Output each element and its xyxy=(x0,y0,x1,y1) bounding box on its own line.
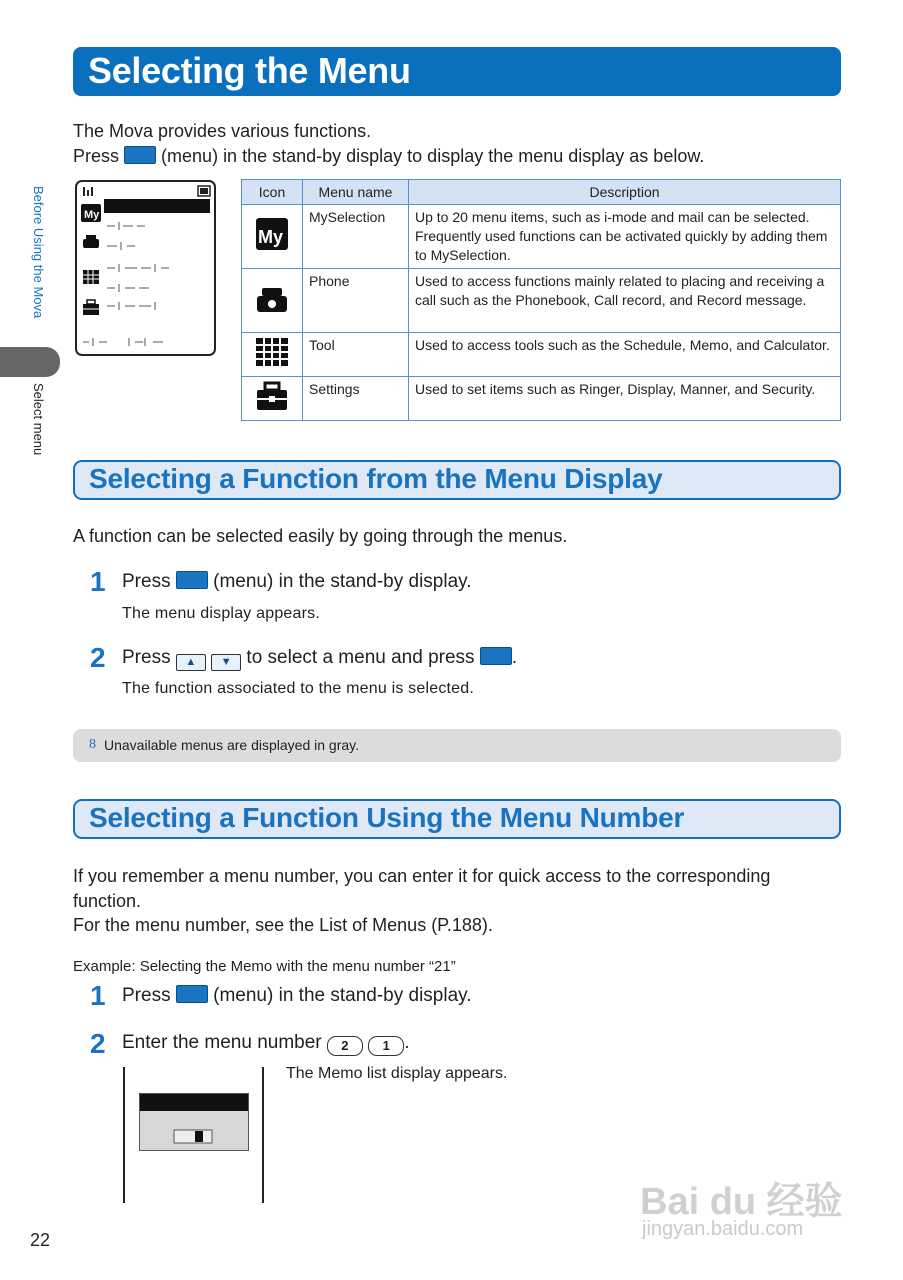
step1-menu-text: (menu) in the stand-by display. xyxy=(213,571,472,592)
step1-press-text: Press xyxy=(122,571,171,592)
table-header-description: Description xyxy=(409,180,841,205)
section2-example: Example: Selecting the Memo with the menu number “21” xyxy=(73,958,456,975)
menu-button-icon xyxy=(176,571,208,589)
table-icon-cell xyxy=(242,205,303,269)
intro-press-text: Press xyxy=(73,146,120,166)
memo-screen-entry xyxy=(174,1130,212,1143)
phone-frame-left-edge xyxy=(123,1067,125,1203)
phone-frame-right-edge xyxy=(262,1067,264,1203)
table-name-cell: MySelection xyxy=(303,205,409,269)
section2-intro-line-2: function. xyxy=(73,891,142,911)
menu-description-table xyxy=(241,179,841,421)
section2-intro-line-1: If you remember a menu number, you can enter it for quick access to the corresponding xyxy=(73,866,771,886)
intro-menu-text: (menu) in the stand-by display to display the menu display as below. xyxy=(161,146,705,166)
watermark-brand: Bai du 经验 xyxy=(640,1181,843,1223)
page-number: 22 xyxy=(30,1230,51,1250)
tool-menu-icon xyxy=(83,270,99,284)
key-1-icon: 1 xyxy=(368,1036,404,1056)
note-text: Unavailable menus are displayed in gray. xyxy=(104,737,359,753)
menu-button-icon xyxy=(480,647,512,665)
section1-heading: Selecting a Function from the Menu Display xyxy=(89,463,663,494)
section2-heading: Selecting a Function Using the Menu Number xyxy=(89,802,685,833)
table-row xyxy=(242,377,841,421)
step2-period: . xyxy=(511,647,518,668)
phone-menu-screen-illustration xyxy=(75,180,216,356)
s2-step2-enter-text: Enter the menu number xyxy=(122,1032,322,1053)
signal-icon xyxy=(83,187,93,196)
table-header-icon: Icon xyxy=(242,180,303,205)
my-selection-menu-icon xyxy=(81,204,101,222)
section1-step1-result: The menu display appears. xyxy=(122,605,320,622)
memo-screen-svg xyxy=(140,1094,248,1150)
up-arrow-icon: ▲ xyxy=(176,654,206,671)
watermark-url: jingyan.baidu.com xyxy=(642,1218,804,1240)
section2-intro-line-3: For the menu number, see the List of Menus (P.188). xyxy=(73,915,493,935)
settings-icon xyxy=(254,378,290,414)
step2-press-text: Press xyxy=(122,647,171,668)
section2-step2-text xyxy=(122,1032,409,1056)
page-title: Selecting the Menu xyxy=(88,50,411,91)
menu-button-icon xyxy=(124,146,156,164)
sidebar-section-label: Before Using the Mova xyxy=(31,186,46,319)
page-title-bar xyxy=(73,47,841,96)
section2-step2-number: 2 xyxy=(90,1028,106,1059)
section2-heading-bar xyxy=(73,799,841,839)
table-name-cell: Tool xyxy=(303,333,409,377)
battery-icon xyxy=(198,186,210,196)
step2-select-text: to select a menu and press xyxy=(246,647,475,668)
svg-text:My: My xyxy=(84,209,100,221)
section1-step1-number: 1 xyxy=(90,566,106,597)
section1-intro: A function can be selected easily by going through the menus. xyxy=(73,526,568,546)
table-row xyxy=(242,333,841,377)
table-desc-cell: Used to access tools such as the Schedule, Memo, and Calculator. xyxy=(409,333,841,377)
section2-step1-number: 1 xyxy=(90,980,106,1011)
my-selection-icon xyxy=(254,216,290,252)
phone-icon xyxy=(254,280,290,316)
section2-step1-text xyxy=(122,985,472,1007)
table-icon-cell xyxy=(242,333,303,377)
table-header-menu-name: Menu name xyxy=(303,180,409,205)
phone-screen-svg xyxy=(77,182,214,354)
menu-button-icon xyxy=(176,985,208,1003)
table-name-cell: Phone xyxy=(303,269,409,333)
sidebar-tab-marker xyxy=(0,347,60,377)
table-desc-cell: Up to 20 menu items, such as i-mode and mail can be selected. Frequently used functions can be activated quickly by adding them to MySelection. xyxy=(409,205,841,269)
section2-step2-result: The Memo list display appears. xyxy=(286,1065,508,1082)
table-icon-cell xyxy=(242,377,303,421)
section1-step1-text xyxy=(122,571,472,593)
memo-screen-cursor xyxy=(195,1131,203,1142)
intro-line-1: The Mova provides various functions. xyxy=(73,121,372,141)
memo-screen-header xyxy=(140,1094,248,1111)
table-desc-cell: Used to set items such as Ringer, Display, Manner, and Security. xyxy=(409,377,841,421)
table-row xyxy=(242,269,841,333)
phone-menu-icon xyxy=(83,235,99,248)
table-header-row xyxy=(242,180,841,205)
intro-line-2 xyxy=(73,144,704,169)
memo-list-screen-illustration xyxy=(139,1093,249,1151)
tool-icon xyxy=(254,334,290,370)
s2-step1-menu-text: (menu) in the stand-by display. xyxy=(213,985,472,1006)
menu-header-bar xyxy=(104,199,210,213)
settings-menu-icon xyxy=(83,300,99,315)
s2-step1-press-text: Press xyxy=(122,985,171,1006)
down-arrow-icon: ▼ xyxy=(211,654,241,671)
key-2-icon: 2 xyxy=(327,1036,363,1056)
note-box xyxy=(73,729,841,762)
section1-heading-bar xyxy=(73,460,841,500)
sidebar-topic-label: Select menu xyxy=(31,383,46,456)
svg-text:My: My xyxy=(258,227,284,247)
section1-step2-text xyxy=(122,647,517,671)
section1-step2-number: 2 xyxy=(90,642,106,673)
section1-step2-result: The function associated to the menu is selected. xyxy=(122,680,475,697)
table-desc-cell: Used to access functions mainly related to placing and receiving a call such as the Phonebook, Call record, and Record message. xyxy=(409,269,841,333)
note-marker: 8 xyxy=(89,737,96,752)
table-row xyxy=(242,205,841,269)
s2-step2-period: . xyxy=(404,1032,410,1053)
table-icon-cell xyxy=(242,269,303,333)
table-name-cell: Settings xyxy=(303,377,409,421)
